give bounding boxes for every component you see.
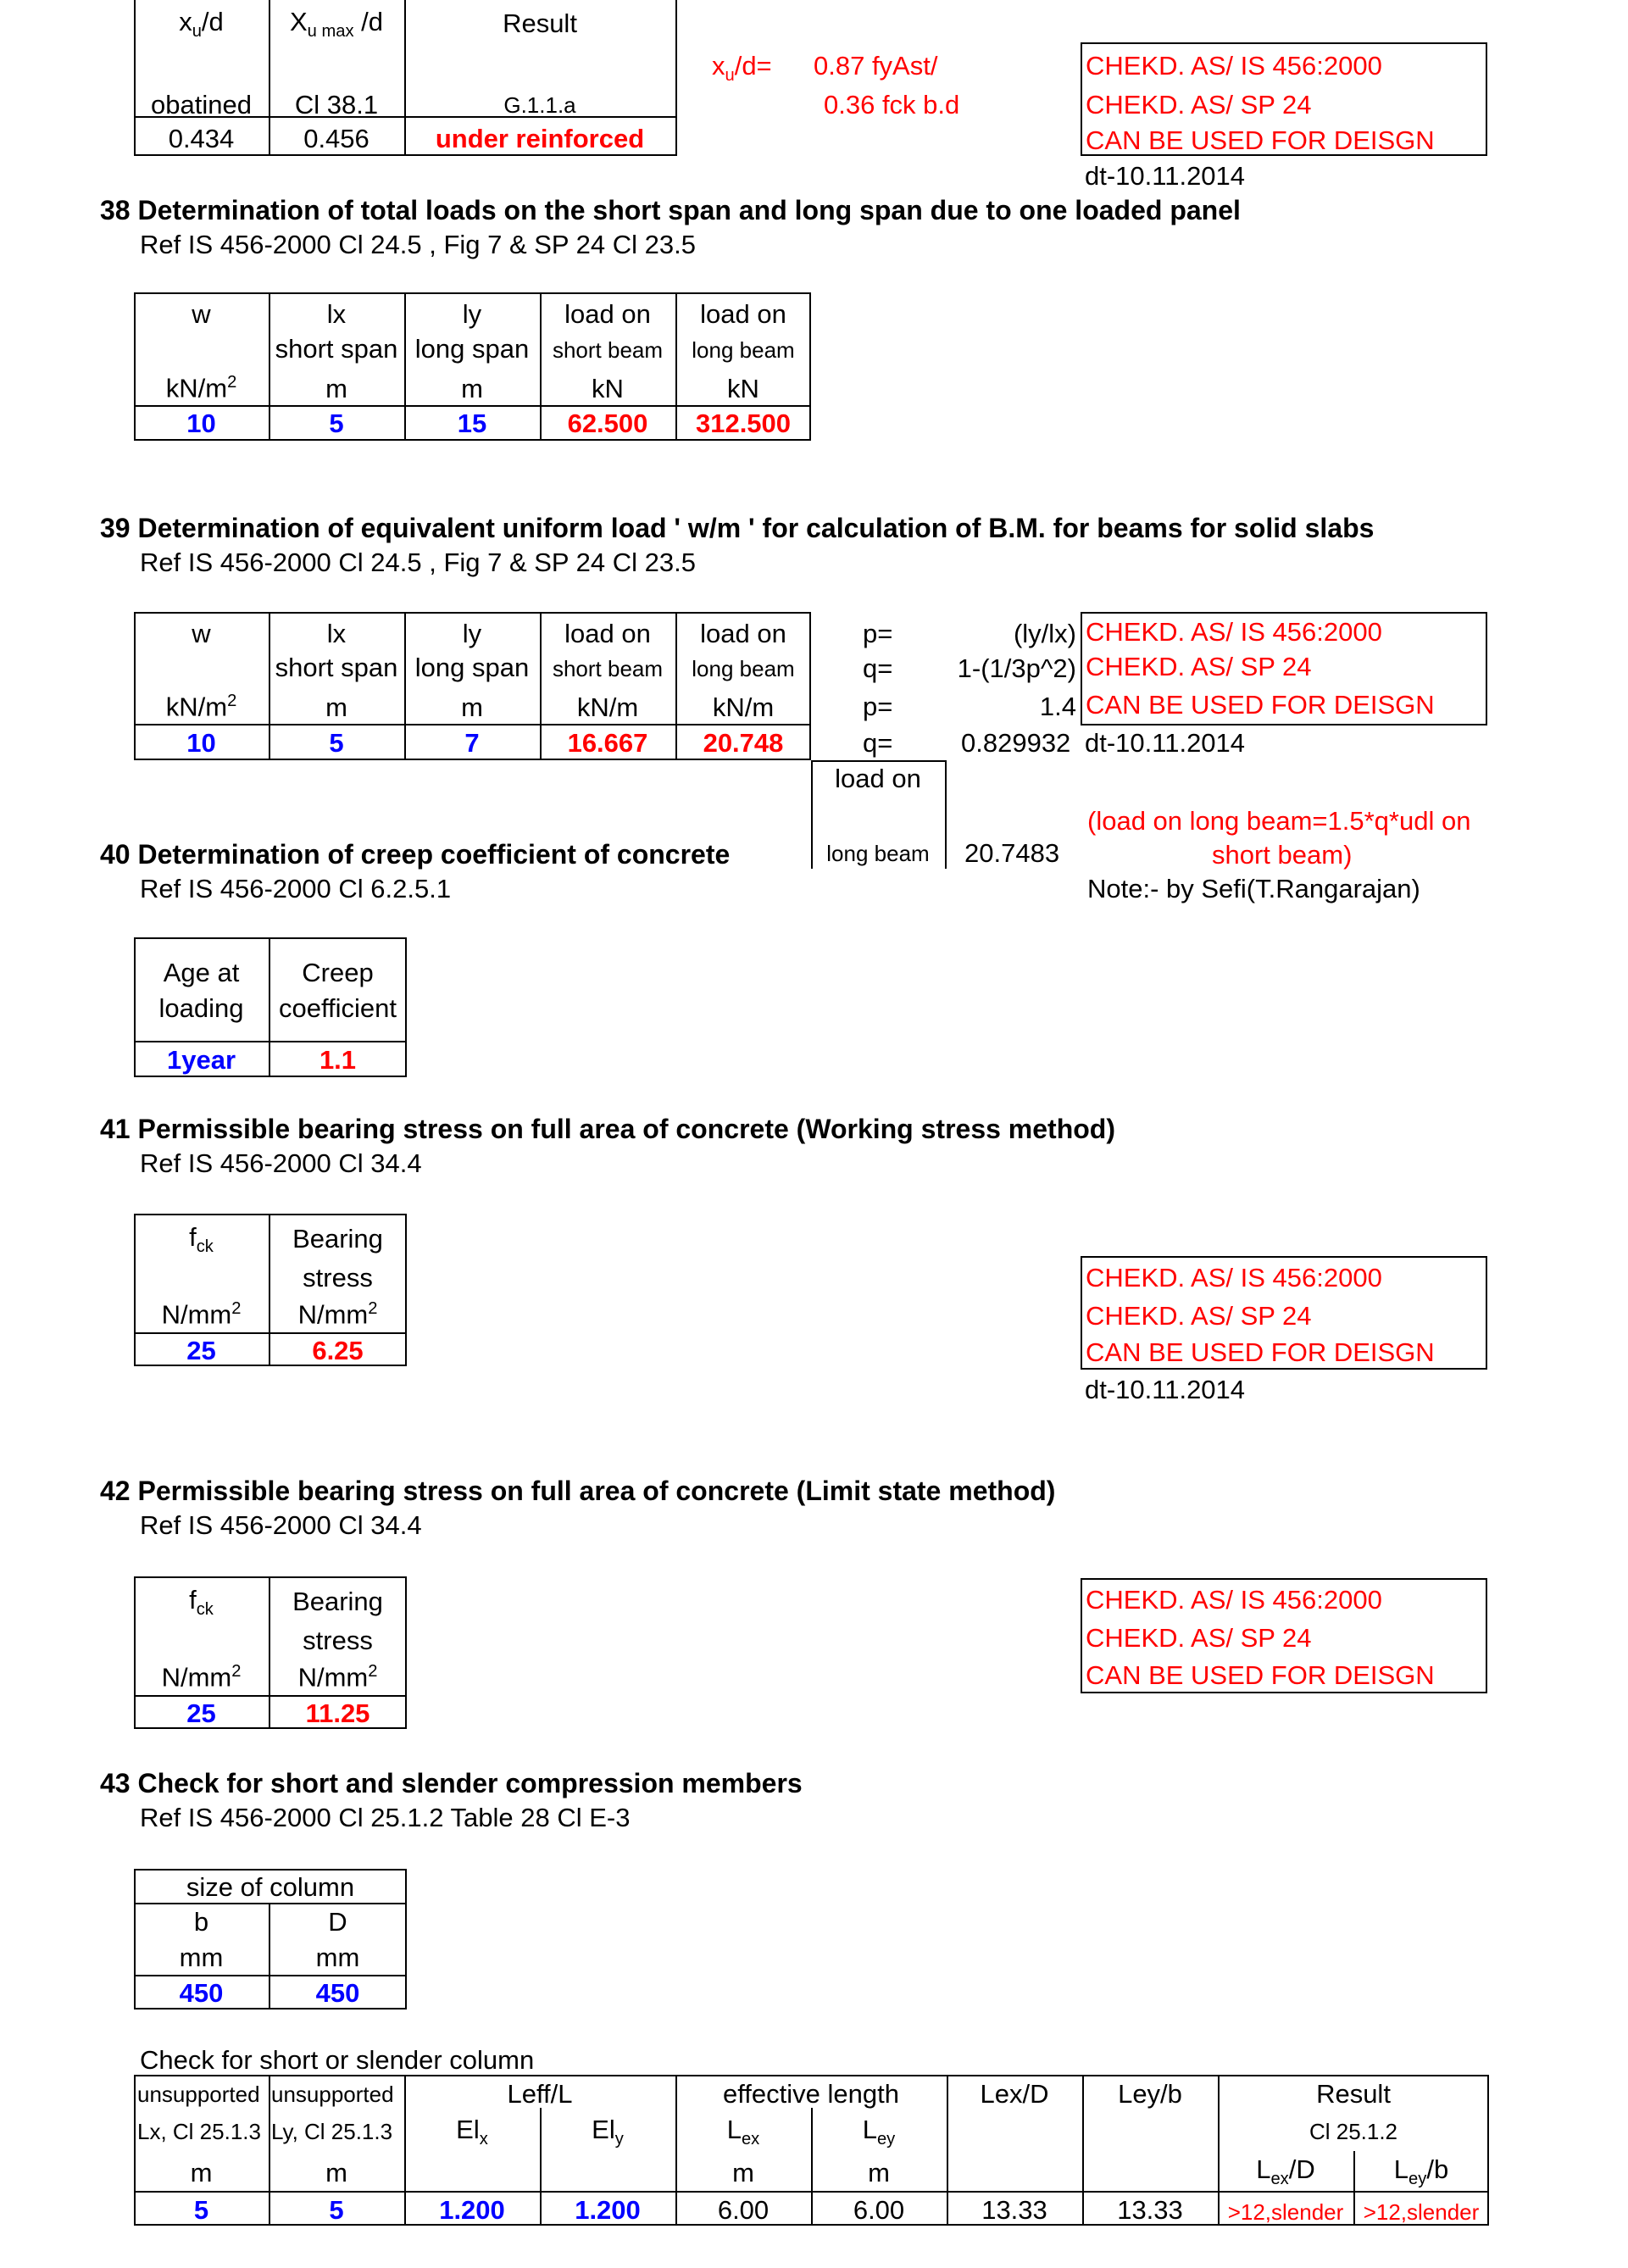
check-box-3 <box>1081 1256 1487 1370</box>
value-b: 450 <box>179 1978 224 2008</box>
col-ely: $El_y$ <box>592 2115 624 2149</box>
col-leff-l: Leff/L <box>507 2079 573 2109</box>
col-load-short: load on <box>564 299 651 329</box>
size-of-column-title: size of column <box>186 1872 355 1902</box>
col-result-leyb: $L_{ey}/b$ <box>1393 2154 1449 2189</box>
col-ley-b: Ley/b <box>1118 2079 1182 2109</box>
note-line-2: short beam) <box>1212 840 1353 870</box>
col-load-short-desc: short beam <box>552 337 664 363</box>
formula-lhs: $x_u/d=$ <box>712 51 772 86</box>
col-ly-desc: long span <box>414 334 530 364</box>
s38-title: 38 Determination of total loads on the short span and long span due to one loaded panel <box>100 195 1241 225</box>
unit-ly: m <box>461 692 483 722</box>
col-D: D <box>328 1907 347 1937</box>
value-lex: 6.00 <box>717 2195 770 2225</box>
p-label-1: p= <box>863 619 893 648</box>
check-box-2 <box>1081 612 1487 725</box>
check-line-3: CAN BE USED FOR DEISGN <box>1086 125 1435 155</box>
value-w: 10 <box>186 728 216 758</box>
col-load-long-desc: long beam <box>692 337 795 363</box>
col-ly: ly <box>462 619 482 648</box>
col-lx: lx <box>326 619 347 648</box>
s42-title: 42 Permissible bearing stress on full area of concrete (Limit state method) <box>100 1476 1056 1506</box>
unit-b: mm <box>179 1943 224 1972</box>
col-lex-d: Lex/D <box>980 2079 1049 2109</box>
unit-w: $kN/m^2$ <box>165 692 237 722</box>
col-lx-desc: short span <box>275 653 398 682</box>
col-load-long: load on <box>700 619 786 648</box>
value-ly: 7 <box>464 728 480 758</box>
q-label-1: q= <box>863 653 893 683</box>
check-box-4 <box>1081 1578 1487 1693</box>
s41-ref: Ref IS 456-2000 Cl 34.4 <box>140 1148 422 1178</box>
value-fck: 25 <box>186 1336 216 1365</box>
note-author: Note:- by Sefi(T.Rangarajan) <box>1087 874 1420 903</box>
value-age: 1year <box>166 1045 236 1075</box>
value-elx: 1.200 <box>439 2195 505 2225</box>
check-line-1: CHEKD. AS/ IS 456:2000 <box>1086 617 1382 647</box>
value-ely: 1.200 <box>575 2195 641 2225</box>
col-ly-clause: Ly, Cl 25.1.3 <box>271 2119 393 2144</box>
col-bearing: Bearing <box>292 1224 383 1254</box>
col-load-short: load on <box>564 619 651 648</box>
col-w: w <box>192 619 211 648</box>
col-effective-length: effective length <box>723 2079 899 2109</box>
obtained-label: obatined <box>151 90 252 120</box>
formula-numerator: 0.87 fyAst/ <box>814 51 938 81</box>
check-line-1: CHEKD. AS/ IS 456:2000 <box>1086 1263 1382 1292</box>
value-bearing-stress: 6.25 <box>312 1336 364 1365</box>
q-value: 0.829932 <box>961 728 1071 758</box>
value-w: 10 <box>186 409 216 438</box>
check-date-1: dt-10.11.2014 <box>1085 161 1246 191</box>
col-result-clause: Cl 25.1.2 <box>1309 2119 1398 2144</box>
unit-ly: m <box>325 2158 347 2187</box>
value-fck: 25 <box>186 1698 216 1728</box>
check-line-3: CAN BE USED FOR DEISGN <box>1086 690 1435 720</box>
g-clause-label: G.1.1.a <box>503 92 576 118</box>
value-load-short: 16.667 <box>567 728 648 758</box>
col-load-long: load on <box>700 299 786 329</box>
check-line-1: CHEKD. AS/ IS 456:2000 <box>1086 51 1382 81</box>
col-stress: stress <box>303 1626 373 1655</box>
col-lx: lx <box>326 299 347 329</box>
s43-ref: Ref IS 456-2000 Cl 25.1.2 Table 28 Cl E-3 <box>140 1803 631 1832</box>
p-value: 1.4 <box>1039 692 1076 721</box>
s40-title: 40 Determination of creep coefficient of concrete <box>100 839 731 870</box>
unit-load-long: kN/m <box>712 692 775 722</box>
s39-ref: Ref IS 456-2000 Cl 24.5 , Fig 7 & SP 24 Cl 23.5 <box>140 548 696 577</box>
unit-load-short: kN/m <box>576 692 639 722</box>
col-unsupported-lx: unsupported <box>137 2082 260 2107</box>
col-lex: $L_{ex}$ <box>726 2115 760 2149</box>
col-age-at: Age at <box>163 958 240 987</box>
unit-load-short: kN <box>592 374 624 403</box>
value-load-long: 20.748 <box>703 728 784 758</box>
check-date-3: dt-10.11.2014 <box>1085 1375 1246 1404</box>
value-load-long: 312.500 <box>695 409 792 438</box>
q-formula: 1-(1/3p^2) <box>957 653 1076 683</box>
fck-header: $f_{ck}$ <box>189 1222 214 1257</box>
value-D: 450 <box>315 1978 360 2008</box>
col-creep: Creep <box>302 958 374 987</box>
note-line-1: (load on long beam=1.5*q*udl on <box>1087 806 1471 836</box>
check-short-slender-title: Check for short or slender column <box>140 2045 535 2075</box>
long-beam-label: long beam <box>826 841 930 866</box>
load-on-long-label: load on <box>835 764 921 793</box>
unit-stress: $N/mm^2$ <box>297 1299 378 1330</box>
check-date-2: dt-10.11.2014 <box>1085 728 1246 758</box>
col-lx-clause: Lx, Cl 25.1.3 <box>137 2119 261 2144</box>
check-line-3: CAN BE USED FOR DEISGN <box>1086 1660 1435 1690</box>
check-line-2: CHEKD. AS/ SP 24 <box>1086 1623 1312 1653</box>
col-stress: stress <box>303 1263 373 1292</box>
value-bearing-stress: 11.25 <box>305 1698 370 1728</box>
p-formula: (ly/lx) <box>1013 619 1076 648</box>
check-line-1: CHEKD. AS/ IS 456:2000 <box>1086 1585 1382 1615</box>
col-elx: $El_x$ <box>456 2115 488 2149</box>
formula-denominator: 0.36 fck b.d <box>824 90 960 120</box>
value-load-short: 62.500 <box>567 409 648 438</box>
unit-lx: m <box>325 374 347 403</box>
unit-D: mm <box>315 1943 360 1972</box>
xud-value: 0.434 <box>168 124 235 153</box>
col-result-lexd: $L_{ex}/D$ <box>1256 2154 1315 2189</box>
s40-ref: Ref IS 456-2000 Cl 6.2.5.1 <box>140 874 452 903</box>
col-ly-desc: long span <box>414 653 530 682</box>
result-value: under reinforced <box>435 124 645 153</box>
value-creep: 1.1 <box>319 1045 357 1075</box>
xumax-value: 0.456 <box>303 124 369 153</box>
unit-w: $kN/m^2$ <box>165 373 237 403</box>
result-ley-b: >12,slender <box>1363 2199 1480 2225</box>
unit-ly: m <box>461 374 483 403</box>
result-lex-d: >12,slender <box>1227 2199 1344 2225</box>
col-b: b <box>193 1907 209 1937</box>
q-label-2: q= <box>863 728 893 758</box>
check-line-3: CAN BE USED FOR DEISGN <box>1086 1337 1435 1367</box>
unit-fck: $N/mm^2$ <box>161 1662 242 1693</box>
col-ly: ly <box>462 299 482 329</box>
col-load-long-desc: long beam <box>692 656 795 681</box>
load-on-long-value: 20.7483 <box>964 838 1060 868</box>
col-unsupported-ly: unsupported <box>271 2082 394 2107</box>
xumax-header: $X_{u max}$ /d <box>289 7 383 42</box>
clause-label: Cl 38.1 <box>294 90 379 120</box>
value-lx: 5 <box>329 728 344 758</box>
col-loading: loading <box>158 993 244 1023</box>
unit-lx: m <box>325 692 347 722</box>
unit-lex: m <box>732 2158 754 2187</box>
check-box-1 <box>1081 42 1487 156</box>
col-bearing: Bearing <box>292 1587 383 1616</box>
check-line-2: CHEKD. AS/ SP 24 <box>1086 1301 1312 1331</box>
check-line-2: CHEKD. AS/ SP 24 <box>1086 652 1312 681</box>
value-lx: 5 <box>193 2195 209 2225</box>
value-lex-d: 13.33 <box>981 2195 1047 2225</box>
fck-header: $f_{ck}$ <box>189 1585 214 1620</box>
value-lx: 5 <box>329 409 344 438</box>
check-line-2: CHEKD. AS/ SP 24 <box>1086 90 1312 120</box>
col-load-short-desc: short beam <box>552 656 664 681</box>
unit-fck: $N/mm^2$ <box>161 1299 242 1330</box>
p-label-2: p= <box>863 692 893 721</box>
s39-title: 39 Determination of equivalent uniform load ' w/m ' for calculation of B.M. for beams for solid slabs <box>100 513 1375 543</box>
col-lx-desc: short span <box>275 334 398 364</box>
col-result: Result <box>1316 2079 1391 2109</box>
unit-ley: m <box>868 2158 890 2187</box>
value-ley: 6.00 <box>853 2195 905 2225</box>
value-ly: 5 <box>329 2195 344 2225</box>
col-ley: $L_{ey}$ <box>862 2115 896 2149</box>
unit-lx: m <box>190 2158 213 2187</box>
value-ly: 15 <box>457 409 487 438</box>
result-header: Result <box>503 8 577 38</box>
s42-ref: Ref IS 456-2000 Cl 34.4 <box>140 1510 422 1540</box>
s43-title: 43 Check for short and slender compression members <box>100 1768 803 1798</box>
value-ley-b: 13.33 <box>1117 2195 1183 2225</box>
s38-ref: Ref IS 456-2000 Cl 24.5 , Fig 7 & SP 24 Cl 23.5 <box>140 230 696 259</box>
unit-stress: $N/mm^2$ <box>297 1662 378 1693</box>
xud-header: $x_u/d$ <box>179 7 224 42</box>
col-coefficient: coefficient <box>278 993 397 1023</box>
s41-title: 41 Permissible bearing stress on full area of concrete (Working stress method) <box>100 1114 1115 1144</box>
unit-load-long: kN <box>727 374 759 403</box>
col-w: w <box>192 299 211 329</box>
